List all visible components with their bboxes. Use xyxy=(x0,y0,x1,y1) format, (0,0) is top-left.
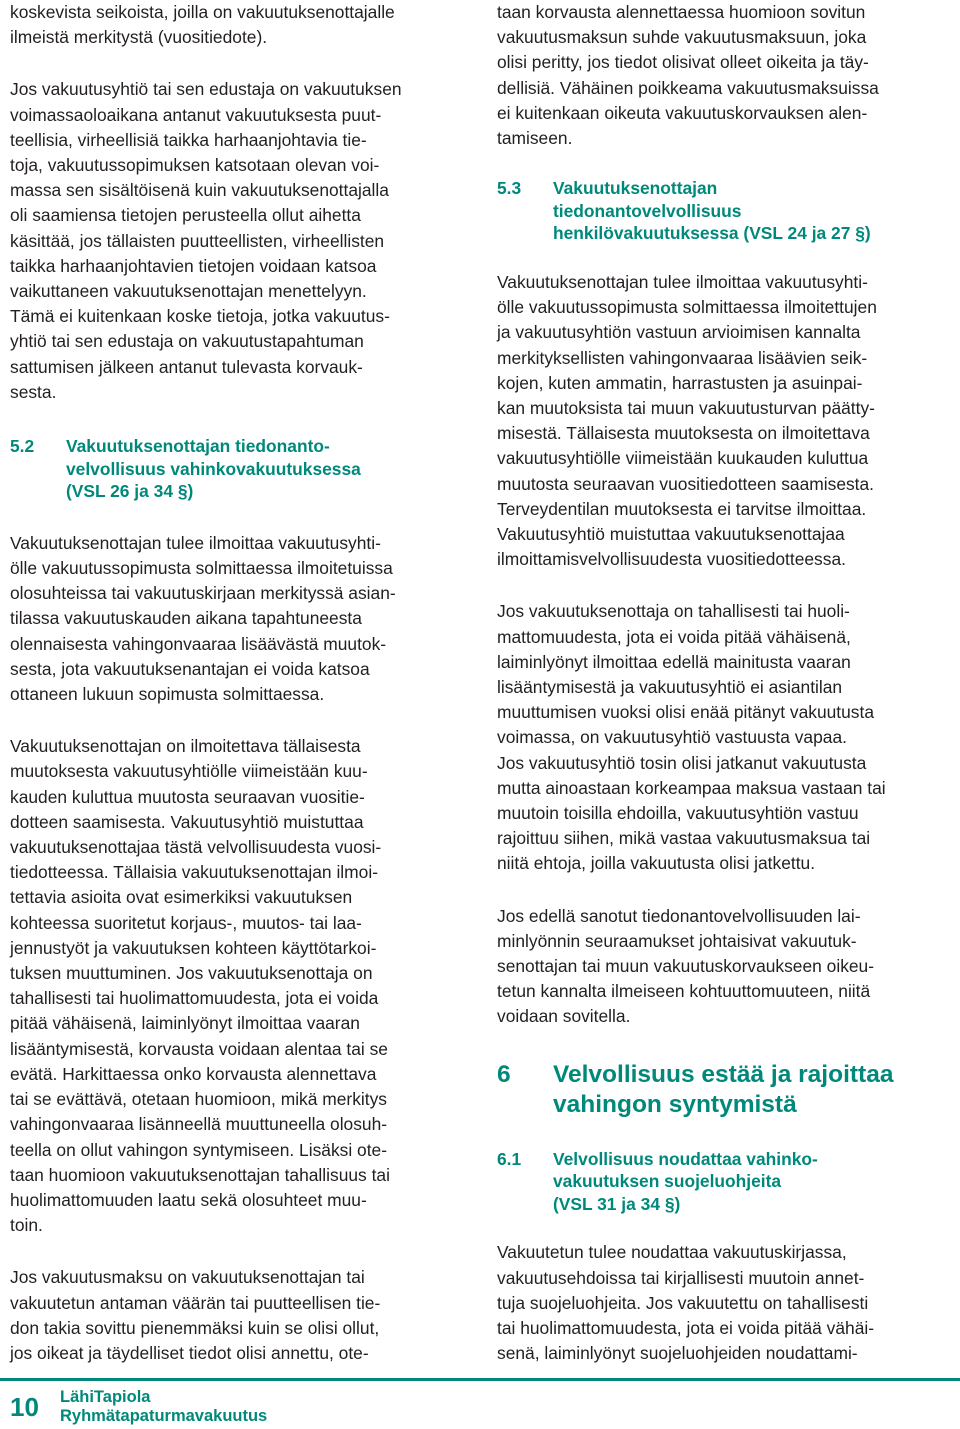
text-line: toja, vakuutussopimuksen katsotaan olevan voi- xyxy=(10,155,380,176)
text-line: kojen, kuten ammatin, harrastusten ja asuinpai- xyxy=(497,372,863,393)
paragraph xyxy=(10,0,466,50)
text-line: oli saamiensa tietojen perusteella ollut aihetta xyxy=(10,205,361,226)
text-line: sattumisen jälkeen antanut tulevasta korvauk- xyxy=(10,356,363,377)
text-line: Terveydentilan muutoksesta ei tarvitse ilmoittaa. xyxy=(497,498,867,519)
text-line: taan korvausta alennettaessa huomioon sovitun xyxy=(497,2,866,22)
text-line: tuja suojeluohjeita. Jos vakuutettu on tahallisesti xyxy=(497,1292,869,1313)
heading-line: Velvollisuus noudattaa vahinko- xyxy=(553,1148,818,1169)
heading-line: vahingon syntymistä xyxy=(553,1090,797,1118)
text-line: yhtiö tai sen edustaja on vakuutustapahtuman xyxy=(10,331,364,352)
text-line: kohteessa suoritetut korjaus-, muutos- tai laa- xyxy=(10,912,362,933)
text-line: tamiseen. xyxy=(497,128,573,149)
text-line: ilmoittamisvelvollisuudesta vuositiedotteessa. xyxy=(497,549,846,570)
paragraph xyxy=(10,77,466,405)
section-title xyxy=(553,1148,818,1216)
heading-line: (VSL 26 ja 34 §) xyxy=(66,481,194,502)
text-line: don takia sovittu pienemmäksi kuin se olisi ollut, xyxy=(10,1317,380,1338)
text-line: kan muutoksista tai muun vakuutusturvan päätty- xyxy=(497,398,875,419)
text-line: senottajan tai muun vakuutuskorvaukseen oikeu- xyxy=(497,956,875,977)
heading-line: vakuutuksen suojeluohjeita xyxy=(553,1171,782,1192)
section-heading-6 xyxy=(497,1060,953,1120)
text-line: ei kuitenkaan oikeuta vakuutuskorvauksen alen- xyxy=(497,102,868,123)
text-line: huolimattomuuden laatu sekä olosuhteet muu- xyxy=(10,1189,367,1210)
text-line: tettavia asioita ovat esimerkiksi vakuutuksen xyxy=(10,887,353,908)
text-line: Jos vakuutuksenottaja on tahallisesti tai huoli- xyxy=(497,601,850,622)
paragraph xyxy=(497,0,953,151)
paragraph xyxy=(497,904,953,1030)
text-line: pitää vähäisenä, laiminlyönyt ilmoittaa vaaran xyxy=(10,1013,360,1034)
text-line: dellisiä. Vähäinen poikkeama vakuutusmaksuissa xyxy=(497,77,879,98)
text-line: sesta, jota vakuutuksenantajan ei voida katsoa xyxy=(10,658,370,679)
text-line: tai se evättävä, otetaan huomioon, mikä merkitys xyxy=(10,1089,387,1110)
text-line: taikka harhaanjohtavien tietojen voidaan katsoa xyxy=(10,255,377,276)
text-line: evätä. Harkittaessa onko korvausta alennettava xyxy=(10,1063,377,1084)
text-line: Jos vakuutusmaksu on vakuutuksenottajan tai xyxy=(10,1267,365,1288)
text-line: jos oikeat ja täydelliset tiedot olisi annettu, ote- xyxy=(10,1342,369,1363)
footer-brand xyxy=(60,1388,267,1426)
heading-line: henkilövakuutuksessa (VSL 24 ja 27 §) xyxy=(553,223,871,244)
text-line: senä, laiminlyönyt suojeluohjeiden noudattami- xyxy=(497,1343,858,1364)
paragraph xyxy=(497,270,953,572)
text-line: muutoksesta vakuutusyhtiölle viimeistään kuu- xyxy=(10,761,368,782)
text-line: toin. xyxy=(10,1215,43,1236)
paragraph xyxy=(497,599,953,876)
text-line: Tämä ei kuitenkaan koske tietoja, jotka vakuutus- xyxy=(10,306,390,327)
text-line: laiminlyönyt ilmoittaa edellä mainitusta vaaran xyxy=(497,651,851,672)
text-line: rajoittuu siihen, mikä vastaa vakuutusmaksua tai xyxy=(497,828,871,849)
text-line: tiedotteessa. Tällaisia vakuutuksenottajan ilmoi- xyxy=(10,862,378,883)
text-line: Vakuutetun tulee noudattaa vakuutuskirjassa, xyxy=(497,1242,847,1263)
paragraph xyxy=(10,531,466,707)
section-number: 5.3 xyxy=(497,178,522,199)
section-title xyxy=(66,435,361,503)
text-line: ottaneen lukuun sopimusta solmittaessa. xyxy=(10,684,325,705)
heading-line: Velvollisuus estää ja rajoittaa xyxy=(553,1060,894,1088)
heading-line: (VSL 31 ja 34 §) xyxy=(553,1193,681,1214)
text-line: teellisia, virheellisiä taikka harhaanjohtavia tie- xyxy=(10,129,367,150)
text-line: vakuutuksenottajaa tästä velvollisuudesta vuosi- xyxy=(10,837,382,858)
text-line: käsittää, jos tällaisten puutteellisten, virheellisten xyxy=(10,230,385,251)
text-line: ölle vakuutussopimusta solmittaessa ilmoitettujen xyxy=(497,297,877,318)
paragraph xyxy=(497,1240,953,1366)
text-line: mattomuudesta, jota ei voida pitää vähäisenä, xyxy=(497,626,851,647)
text-line: Jos edellä sanotut tiedonantovelvollisuuden lai- xyxy=(497,905,861,926)
heading-line: Vakuutuksenottajan xyxy=(553,178,718,199)
section-heading-5-2 xyxy=(10,435,466,503)
left-column xyxy=(10,0,466,1366)
product-name: Ryhmätapaturmavakuutus xyxy=(60,1407,268,1425)
heading-line: Vakuutuksenottajan tiedonanto- xyxy=(66,436,330,457)
text-line: kauden kuluttua muutosta seuraavan vuositie- xyxy=(10,786,365,807)
text-line: vaikuttaneen vakuutuksenottajan menettelyyn. xyxy=(10,281,367,302)
text-line: olosuhteissa tai vakuutuskirjaan merkityssä asian- xyxy=(10,583,396,604)
text-line: teella on ollut vahingon syntymiseen. Lisäksi ote- xyxy=(10,1139,388,1160)
text-line: koskevista seikoista, joilla on vakuutuksenottajalle xyxy=(10,2,395,22)
text-line: tai huolimattomuudesta, jota ei voida pitää vähäi- xyxy=(497,1318,875,1339)
text-line: vakuutusehdoissa tai kirjallisesti muutoin annet- xyxy=(497,1267,865,1288)
text-line: muutosta seuraavan vuositiedotteen saamisesta. xyxy=(497,473,875,494)
paragraph xyxy=(10,734,466,1238)
text-line: olisi peritty, jos tiedot olisivat olleet oikeita ja täy- xyxy=(497,52,869,73)
text-line: tahallisesti tai huolimattomuudesta, jota ei voida xyxy=(10,988,379,1009)
section-heading-6-1 xyxy=(497,1148,953,1216)
text-line: minlyönnin seuraamukset johtaisivat vakuutuk- xyxy=(497,930,857,951)
text-line: Vakuutuksenottajan tulee ilmoittaa vakuutusyhti- xyxy=(10,532,381,553)
text-line: lisääntymisestä ja vakuutusyhtiö ei asiantilan xyxy=(497,677,843,698)
text-line: tuksen muuttuminen. Jos vakuutuksenottaja on xyxy=(10,963,373,984)
section-number: 6.1 xyxy=(497,1148,522,1169)
text-line: muuttumisen vuoksi olisi enää pitänyt vakuutusta xyxy=(497,702,874,723)
text-line: taan huomioon vakuutuksenottajan tahallisuus tai xyxy=(10,1164,390,1185)
text-line: massa sen sisältöisenä kuin vakuutuksenottajalla xyxy=(10,180,389,201)
text-line: vakuutusmaksun suhde vakuutusmaksuun, joka xyxy=(497,27,867,48)
text-line: lisääntymisestä, korvausta voidaan alentaa tai se xyxy=(10,1038,388,1059)
page-number: 10 xyxy=(10,1392,39,1422)
text-line: ilmeistä merkitystä (vuositiedote). xyxy=(10,27,268,48)
text-line: mutta ainoastaan korkeampaa maksua vastaan tai xyxy=(497,777,886,798)
text-line: vahingonvaaraa lisänneellä muuttuneella olosuh- xyxy=(10,1114,388,1135)
text-line: vakuutetun antaman väärän tai puutteellisen tie- xyxy=(10,1292,381,1313)
text-line: Jos vakuutusyhtiö tai sen edustaja on vakuutuksen xyxy=(10,79,402,100)
text-line: sesta. xyxy=(10,381,57,402)
text-line: jennustyöt ja vakuutuksen kohteen käyttötarkoi- xyxy=(10,937,377,958)
text-line: dotteen saamisesta. Vakuutusyhtiö muistuttaa xyxy=(10,811,364,832)
text-line: tilassa vakuutuskauden aikana tapahtuneesta xyxy=(10,608,362,629)
text-line: Jos vakuutusyhtiö tosin olisi jatkanut vakuutusta xyxy=(497,752,867,773)
section-title xyxy=(553,1060,893,1120)
text-line: olennaisesta vahingonvaaraa lisäävästä muutok- xyxy=(10,633,387,654)
right-column xyxy=(497,0,953,1366)
text-line: vakuutusyhtiölle viimeistään kuukauden kuluttua xyxy=(497,448,869,469)
text-line: niitä ehtoja, joilla vakuutusta olisi jatkettu. xyxy=(497,853,816,874)
text-line: tetun kannalta ilmeiseen kohtuuttomuuteen, niitä xyxy=(497,981,871,1002)
brand-name: LähiTapiola xyxy=(60,1388,151,1406)
text-line: voidaan sovitella. xyxy=(497,1006,631,1027)
heading-line: velvollisuus vahinkovakuutuksessa xyxy=(66,458,361,479)
text-line: misestä. Tällaisesta muutoksesta on ilmoitettava xyxy=(497,423,870,444)
section-number: 5.2 xyxy=(10,436,35,457)
text-line: muutoin toisilla ehdoilla, vakuutusyhtiön vastuu xyxy=(497,803,859,824)
text-line: Vakuutuksenottajan on ilmoitettava tällaisesta xyxy=(10,736,361,757)
text-line: voimassaoloaikana antanut vakuutuksesta puut- xyxy=(10,104,382,125)
text-line: voimassa, on vakuutusyhtiö vastuusta vapaa. xyxy=(497,727,847,748)
text-line: ölle vakuutussopimusta solmittaessa ilmoitetuissa xyxy=(10,558,393,579)
text-line: Vakuutuksenottajan tulee ilmoittaa vakuutusyhti- xyxy=(497,272,868,292)
text-line: ja vakuutusyhtiön vastuun arvioimisen kannalta xyxy=(497,322,861,343)
footer-divider xyxy=(0,1378,960,1381)
heading-line: tiedonantovelvollisuus xyxy=(553,200,742,221)
section-title xyxy=(553,177,871,245)
text-line: merkityksellisten vahingonvaaraa lisäävien seik- xyxy=(497,347,868,368)
text-line: Vakuutusyhtiö muistuttaa vakuutuksenottajaa xyxy=(497,524,845,545)
section-number: 6 xyxy=(497,1060,511,1088)
paragraph xyxy=(10,1265,466,1366)
section-heading-5-3 xyxy=(497,177,953,245)
